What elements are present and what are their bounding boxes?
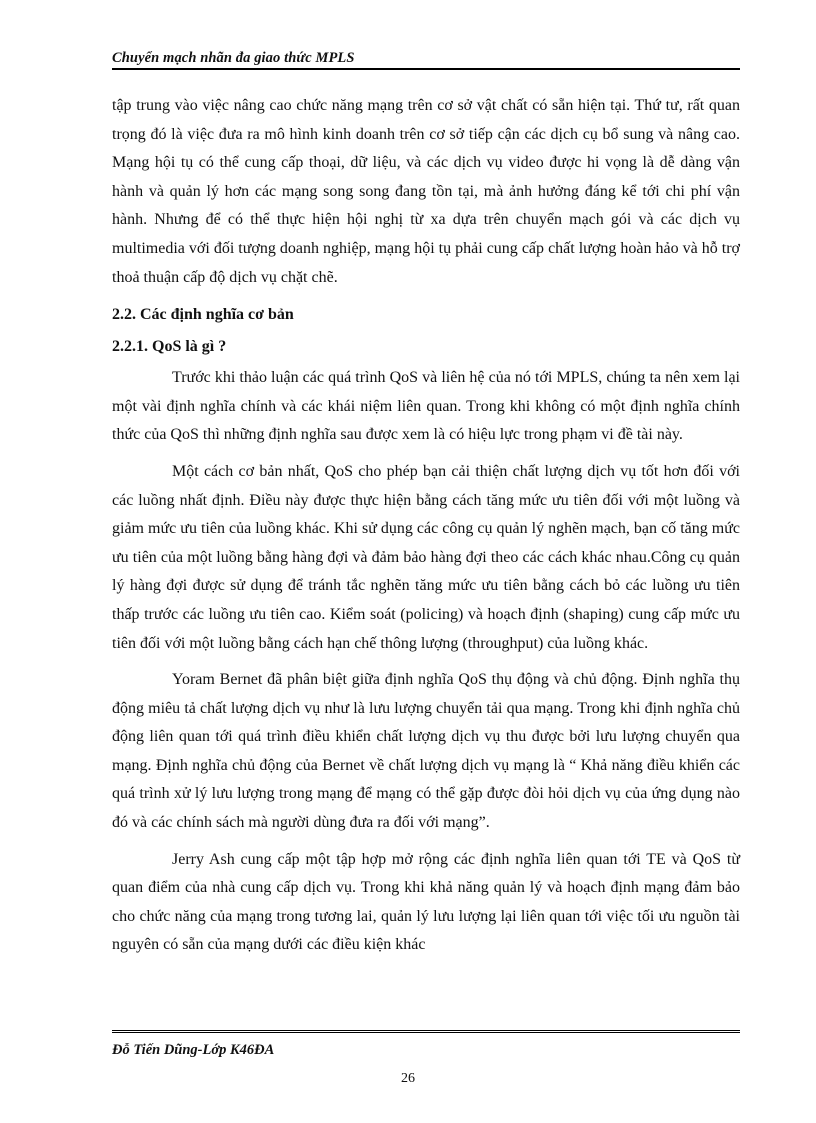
paragraph-2: Một cách cơ bản nhất, QoS cho phép bạn cải thiện chất lượng dịch vụ tốt hơn đối với các luồng nhất định. Điều này được thực hiện bằng cách tăng mức ưu tiên đối với một luồng và giảm mức ưu tiên của luồng khác. Khi sử dụng các công cụ quản lý nghẽn mạch, bạn cố tăng mức ưu tiên của một luồng bằng hàng đợi và đảm bảo hàng đợi theo các cách khác nhau.Công cụ quản lý hàng đợi được sử dụng để tránh tắc nghẽn tăng mức ưu tiên bằng cách bỏ các luồng ưu tiên thấp trước các luồng ưu tiên cao. Kiểm soát (policing) và hoạch định (shaping) cung cấp mức ưu tiên đối với một luồng bằng cách hạn chế thông lượng (throughput) của luồng khác.	[112, 462, 740, 652]
subsection-heading: 2.2.1. QoS là gì ?	[112, 338, 227, 356]
running-footer: Đỗ Tiến Dũng-Lớp K46ĐA	[112, 1042, 275, 1058]
header-rule	[112, 68, 740, 70]
section-heading: 2.2. Các định nghĩa cơ bản	[112, 306, 294, 324]
paragraph-1: Trước khi thảo luận các quá trình QoS và liên hệ của nó tới MPLS, chúng ta nên xem lại một vài định nghĩa chính và các khái niệm liên quan. Trong khi không có một định nghĩa chính thức của QoS thì những định nghĩa sau được xem là có hiệu lực trong phạm vi đề tài này.	[112, 369, 740, 444]
footer-rule	[112, 1030, 740, 1035]
page-body	[112, 92, 740, 968]
paragraph-intro: tập trung vào việc nâng cao chức năng mạng trên cơ sở vật chất có sẵn hiện tại. Thứ tư, rất quan trọng đó là việc đưa ra mô hình kinh doanh trên cơ sở tiếp cận các dịch cụ bổ sung và nâng cao. Mạng hội tụ có thể cung cấp thoại, dữ liệu, và các dịch vụ video được hi vọng là dễ dàng vận hành và quản lý hơn các mạng song song đang tồn tại, mà ảnh hưởng đáng kể tới chi phí vận hành. Nhưng để có thể thực hiện hội nghị từ xa dựa trên chuyển mạch gói và các dịch vụ multimedia với đối tượng doanh nghiệp, mạng hội tụ phải cung cấp chất lượng hoàn hảo và hỗ trợ thoả thuận cấp độ dịch vụ chặt chẽ.	[112, 97, 740, 286]
paragraph-3: Yoram Bernet đã phân biệt giữa định nghĩa QoS thụ động và chủ động. Định nghĩa thụ động miêu tả chất lượng dịch vụ như là lưu lượng chuyển tải qua mạng. Trong khi định nghĩa chủ động liên quan tới quá trình điều khiển chất lượng dịch vụ thu được bởi lưu lượng chuyển qua mạng. Định nghĩa chủ động của Bernet về chất lượng dịch vụ mạng là “ Khả năng điều khiển các quá trình xử lý lưu lượng trong mạng để mạng có thể gặp được đòi hỏi dịch vụ của ứng dụng nào đó và các chính sách mà người dùng đưa ra đối với mạng”.	[112, 671, 740, 832]
page-number: 26	[401, 1071, 415, 1086]
running-header: Chuyển mạch nhãn đa giao thức MPLS	[112, 50, 355, 66]
paragraph-4: Jerry Ash cung cấp một tập hợp mở rộng các định nghĩa liên quan tới TE và QoS từ quan điểm của nhà cung cấp dịch vụ. Trong khi khả năng quản lý và hoạch định mạng đảm bảo cho chức năng của mạng trong tương lai, quản lý lưu lượng lại liên quan tới việc tối ưu nguồn tài nguyên có sẵn của mạng dưới các điều kiện khác	[112, 850, 740, 954]
